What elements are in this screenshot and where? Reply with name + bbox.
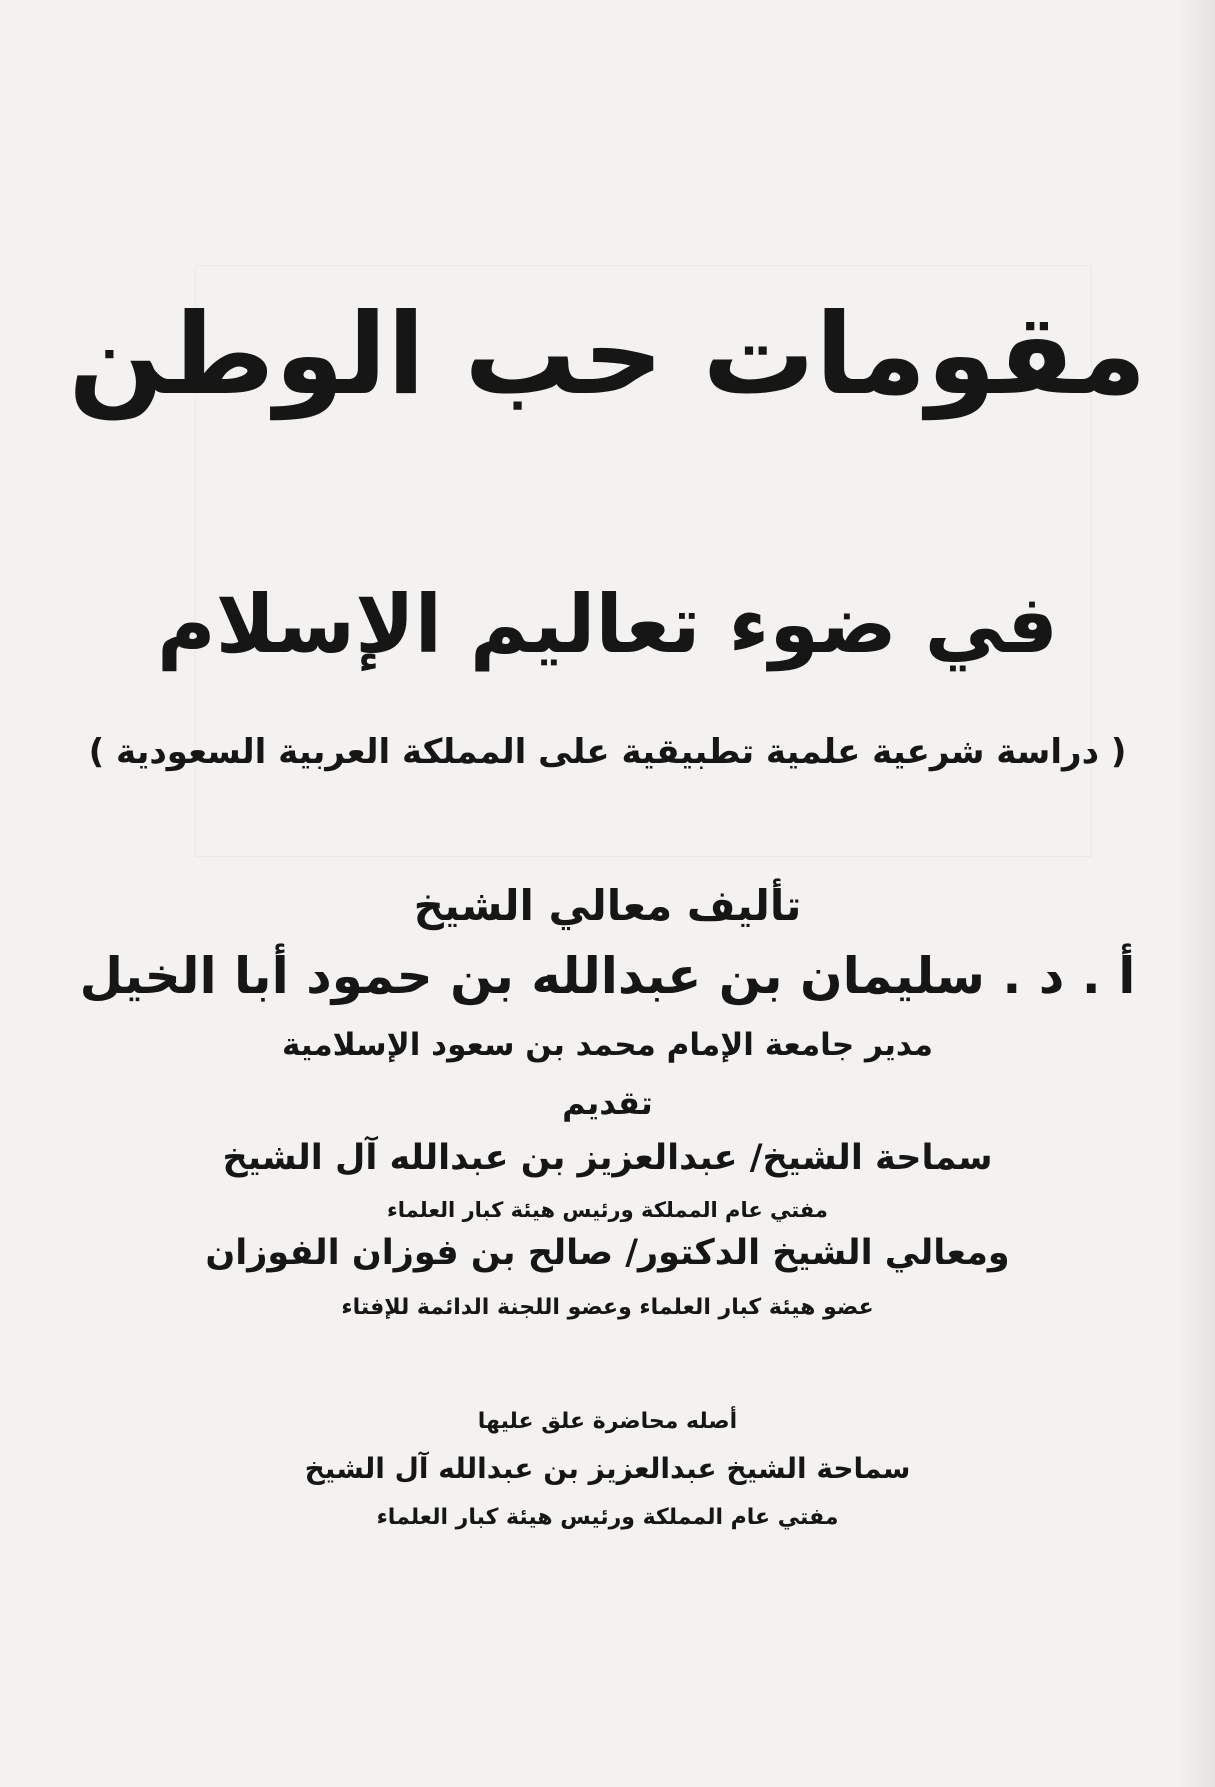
origin-note: أصله محاضرة علق عليها xyxy=(477,1409,738,1434)
foreword-presenter-2-role: عضو هيئة كبار العلماء وعضو اللجنة الدائمة للإفتاء xyxy=(341,1295,874,1320)
book-description: ( دراسة شرعية علمية تطبيقية على المملكة العربية السعودية ) xyxy=(88,732,1127,772)
origin-role: مفتي عام المملكة ورئيس هيئة كبار العلماء xyxy=(376,1505,839,1530)
origin-name: سماحة الشيخ عبدالعزيز بن عبدالله آل الشيخ xyxy=(304,1452,911,1485)
book-subtitle: في ضوء تعاليم الإسلام xyxy=(157,578,1058,671)
author-intro: تأليف معالي الشيخ xyxy=(413,881,802,930)
foreword-presenter-2-name: ومعالي الشيخ الدكتور/ صالح بن فوزان الفوزان xyxy=(205,1233,1010,1273)
foreword-presenter-1-role: مفتي عام المملكة ورئيس هيئة كبار العلماء xyxy=(387,1198,828,1222)
foreword-presenter-1-name: سماحة الشيخ/ عبدالعزيز بن عبدالله آل الشيخ xyxy=(222,1138,993,1178)
foreword-label: تقديم xyxy=(562,1084,653,1122)
author-role: مدير جامعة الإمام محمد بن سعود الإسلامية xyxy=(282,1027,933,1063)
author-name: أ . د . سليمان بن عبدالله بن حمود أبا الخيل xyxy=(79,947,1136,1005)
book-title: مقومات حب الوطن xyxy=(68,290,1147,420)
